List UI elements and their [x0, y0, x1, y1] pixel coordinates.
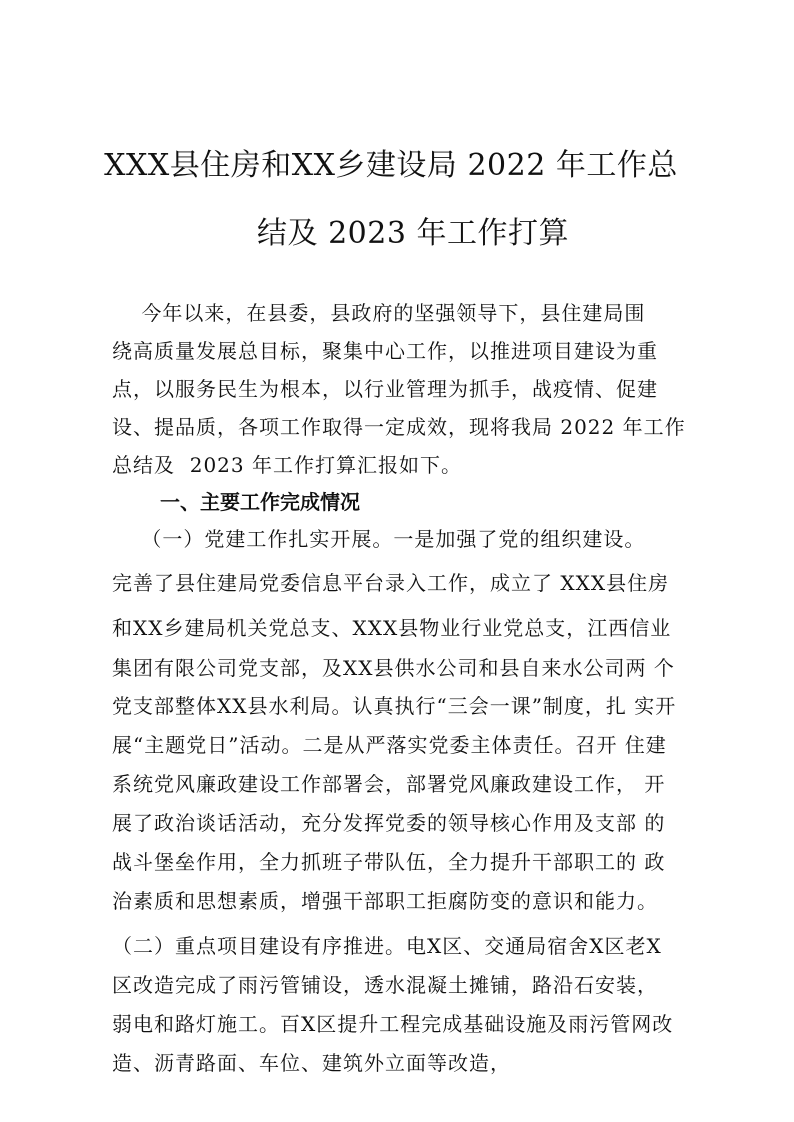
paragraph-line: 造、沥青路面、车位、建筑外立面等改造， — [112, 1051, 511, 1075]
paragraph-line: 区改造完成了雨污管铺设，透水混凝土摊铺，路沿石安装， — [112, 973, 658, 997]
paragraph-line: 和XX乡建局机关党总支、XXX县物业行业党总支，江西信业 — [112, 616, 672, 640]
paragraph-line: 展“主题党日”活动。二是从严落实党委主体责任。召开 住建 — [112, 733, 667, 757]
paragraph-line: 党支部整体XX县水利局。认真执行“三会一课”制度，扎 实开 — [112, 694, 677, 718]
document-title-line-1: XXX县住房和XX乡建设局 2022 年工作总 — [104, 148, 678, 183]
paragraph-line: （二）重点项目建设有序推进。电X区、交通局宿舍X区老X — [112, 934, 662, 958]
section-heading: 一、主要工作完成情况 — [160, 490, 360, 514]
intro-line: 总结及 2023 年工作打算汇报如下。 — [112, 453, 462, 477]
paragraph-line: 系统党风廉政建设工作部署会，部署党风廉政建设工作， 开 — [112, 772, 666, 796]
paragraph-line: 战斗堡垒作用，全力抓班子带队伍，全力提升干部职工的 政 — [112, 850, 666, 874]
document-title-line-2: 结及 2023 年工作打算 — [257, 216, 569, 251]
intro-line: 绕高质量发展总目标，聚集中心工作，以推进项目建设为重 — [112, 339, 658, 363]
intro-line: 点，以服务民生为根本，以行业管理为抓手，战疫情、促建 — [112, 377, 658, 401]
paragraph-line: （一）党建工作扎实开展。一是加强了党的组织建设。 — [112, 527, 646, 551]
intro-line: 设、提品质，各项工作取得一定成效，现将我局 2022 年工作 — [112, 415, 686, 439]
paragraph-line: 展了政治谈话活动，充分发挥党委的领导核心作用及支部 的 — [112, 811, 666, 835]
intro-line: 今年以来，在县委，县政府的坚强领导下，县住建局围 — [112, 301, 646, 325]
paragraph-line: 治素质和思想素质，增强干部职工拒腐防变的意识和能力。 — [112, 889, 658, 913]
paragraph-line: 完善了县住建局党委信息平台录入工作，成立了 XXX县住房 — [112, 571, 670, 595]
paragraph-line: 集团有限公司党支部，及XX县供水公司和县自来水公司两 个 — [112, 656, 675, 680]
paragraph-line: 弱电和路灯施工。百X区提升工程完成基础设施及雨污管网改 — [112, 1012, 674, 1036]
